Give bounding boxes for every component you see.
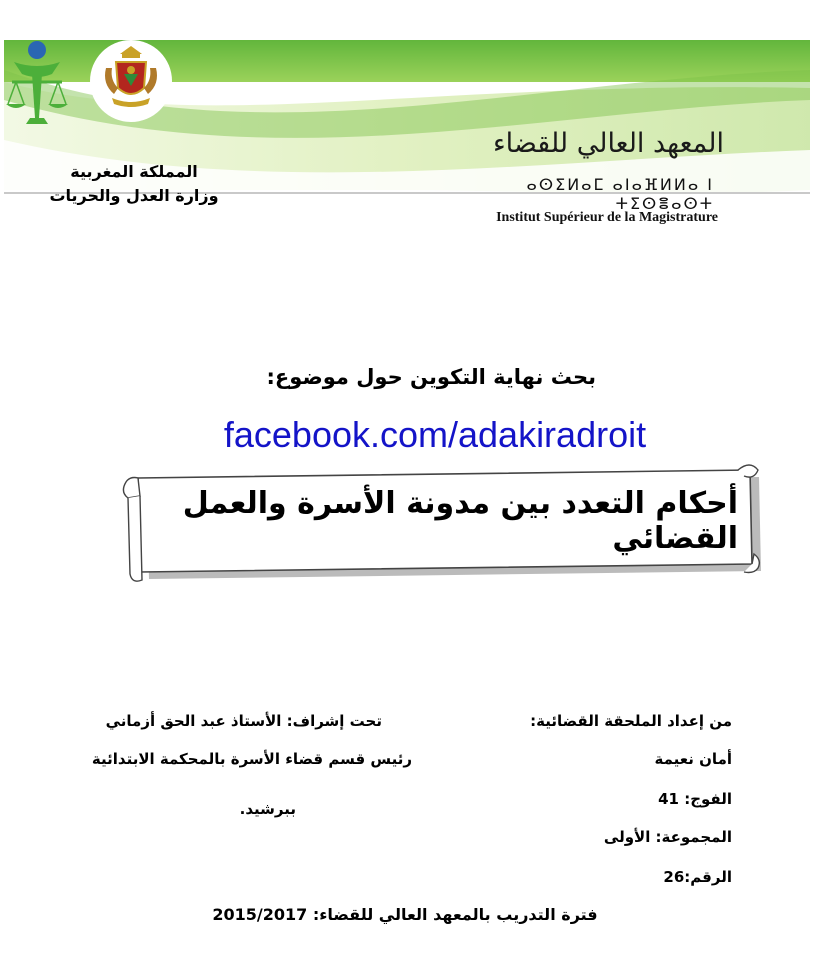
- cohort: الفوج: 41: [658, 790, 732, 808]
- supervisor-city: ببرشيد.: [239, 800, 296, 818]
- institute-name-arabic: المعهد العالي للقضاء: [492, 128, 724, 159]
- facebook-link[interactable]: facebook.com/adakiradroit: [223, 414, 647, 455]
- ministry-name: وزارة العدل والحريات: [49, 186, 219, 205]
- kingdom-name: المملكة المغربية: [70, 162, 198, 181]
- supervisor-label: تحت إشراف: الأستاذ عبد الحق أزماني: [105, 712, 382, 730]
- candidate-number: الرقم:26: [663, 868, 732, 886]
- training-period: فترة التدريب بالمعهد العالي للقضاء: 2015/2017: [212, 905, 598, 924]
- justice-scale-logo-icon: [4, 40, 70, 132]
- coat-of-arms: [90, 40, 172, 122]
- morocco-coat-of-arms-icon: [90, 40, 172, 122]
- supervisor-role: رئيس قسم قضاء الأسرة بالمحكمة الابتدائية: [91, 750, 412, 768]
- institute-name-french: Institut Supérieur de la Magistrature: [496, 210, 718, 225]
- thesis-title: أحكام التعدد بين مدونة الأسرة والعمل القضائي: [182, 486, 738, 556]
- prepared-by-label: من إعداد الملحقة القضائية:: [530, 712, 732, 730]
- header-banner: [4, 40, 810, 225]
- group: المجموعة: الأولى: [603, 828, 732, 846]
- institute-name-tifinagh: ⴰⵙⵉⵍⴰⵎ ⴰⵏⴰⴼⵍⵍⴰ ⵏ ⵜⵉⵙⴻⴰⵙⵜ: [526, 175, 714, 213]
- ministry-block: [34, 160, 234, 208]
- author-name: أمان نعيمة: [654, 750, 732, 768]
- subject-intro: بحث نهاية التكوين حول موضوع:: [266, 365, 596, 389]
